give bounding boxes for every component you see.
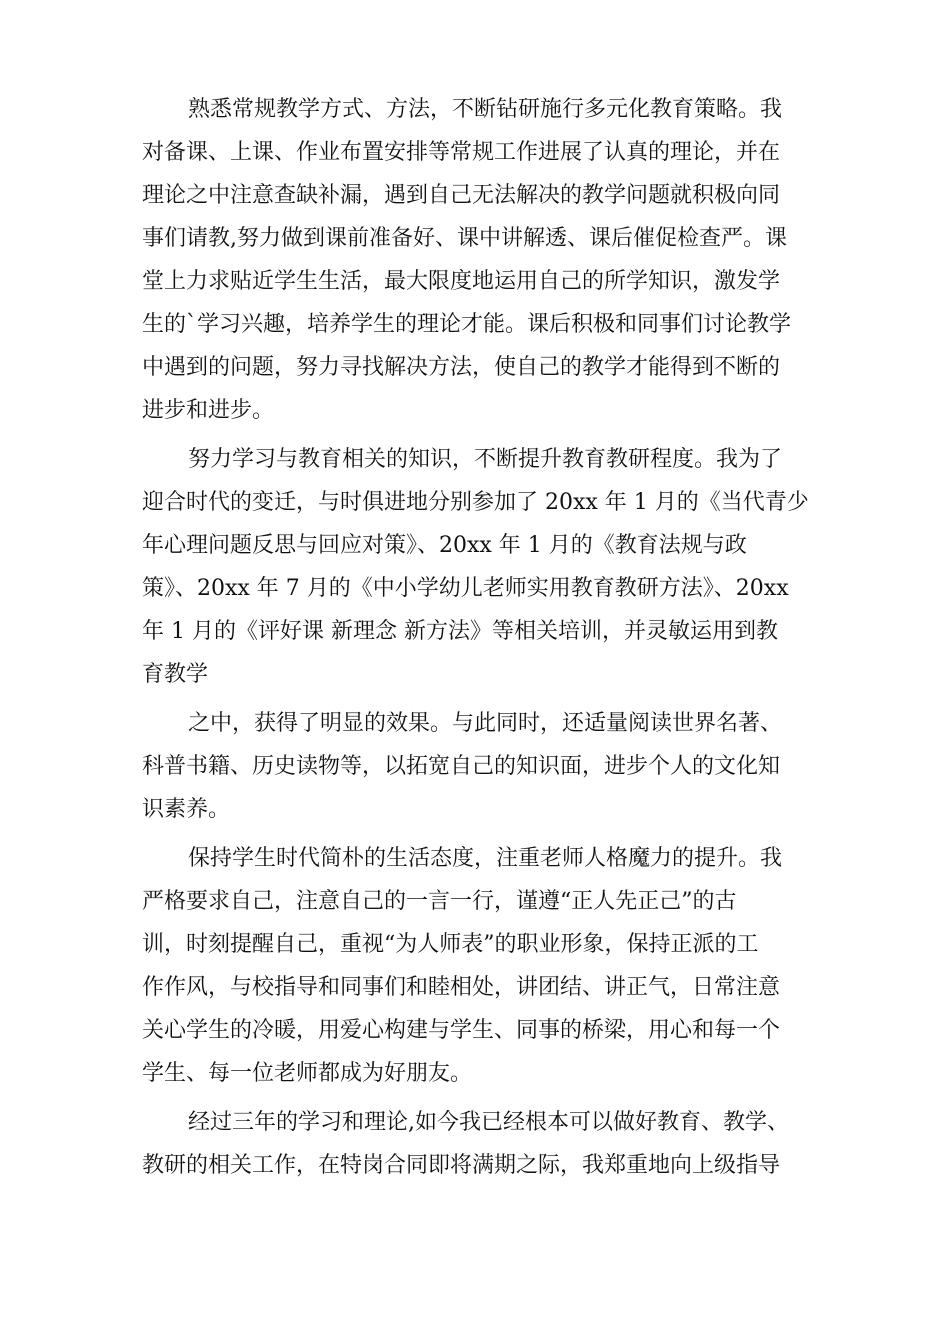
text-line: 之中，获得了明显的效果。与此同时，还适量阅读世界名著、 (188, 711, 783, 736)
paragraph-teaching-methods (142, 88, 810, 432)
text-line: 堂上力求贴近学生生活，最大限度地运用自己的所学知识，激发学 (142, 269, 781, 294)
text-line: 教研的相关工作，在特岗合同即将满期之际，我郑重地向上级指导 (142, 1153, 781, 1178)
text-line: 保持学生时代简朴的生活态度，注重老师人格魔力的提升。我 (188, 846, 783, 871)
text-line: 策》、20xx 年 7 月的《中小学幼儿老师实用教育教研方法》、20xx (142, 576, 789, 601)
text-line: 理论之中注意查缺补漏，遇到自己无法解决的教学问题就积极向同 (142, 183, 781, 208)
text-line: 努力学习与教育相关的知识，不断提升教育教研程度。我为了 (188, 447, 783, 472)
text-line: 训，时刻提醒自己，重视“为人师表”的职业形象，保持正派的工 (142, 932, 759, 957)
text-line: 经过三年的学习和理论,如今我已经根本可以做好教育、教学、 (188, 1110, 789, 1135)
text-line: 学生、每一位老师都成为好朋友。 (142, 1061, 473, 1086)
text-line: 年心理问题反思与回应对策》、20xx 年 1 月的《教育法规与政 (142, 533, 747, 558)
paragraph-professional-study (142, 438, 810, 696)
text-line: 关心学生的冷暖，用爱心构建与学生、同事的桥梁，用心和每一个 (142, 1018, 781, 1043)
text-line: 生的`学习兴趣，培养学生的理论才能。课后积极和同事们讨论教学 (142, 312, 792, 337)
text-line: 熟悉常规教学方式、方法，不断钻研施行多元化教育策略。我 (188, 97, 783, 122)
text-line: 进步和进步。 (142, 398, 275, 423)
document-body (142, 88, 810, 1187)
text-line: 中遇到的问题，努力寻找解决方法，使自己的教学才能得到不断的 (142, 355, 781, 380)
text-line: 事们请教,努力做到课前准备好、课中讲解透、课后催促检查严。课 (142, 226, 787, 251)
text-line: 育教学 (142, 662, 209, 687)
paragraph-conduct (142, 837, 810, 1095)
text-line: 严格要求自己，注意自己的一言一行，谨遵“正人先正己”的古 (142, 889, 737, 914)
text-line: 对备课、上课、作业布置安排等常规工作进展了认真的理论，并在 (142, 140, 781, 165)
text-line: 年 1 月的《评好课 新理念 新方法》等相关培训，并灵敏运用到教 (142, 619, 778, 644)
text-line: 识素养。 (142, 797, 231, 822)
text-line: 迎合时代的变迁，与时俱进地分别参加了 20xx 年 1 月的《当代青少 (142, 490, 809, 515)
text-line: 作作风，与校指导和同事们和睦相处，讲团结、讲正气，日常注意 (142, 975, 781, 1000)
text-line: 科普书籍、历史读物等，以拓宽自己的知识面，进步个人的文化知 (142, 754, 781, 779)
paragraph-conclusion (142, 1101, 810, 1187)
paragraph-reading (142, 702, 810, 831)
